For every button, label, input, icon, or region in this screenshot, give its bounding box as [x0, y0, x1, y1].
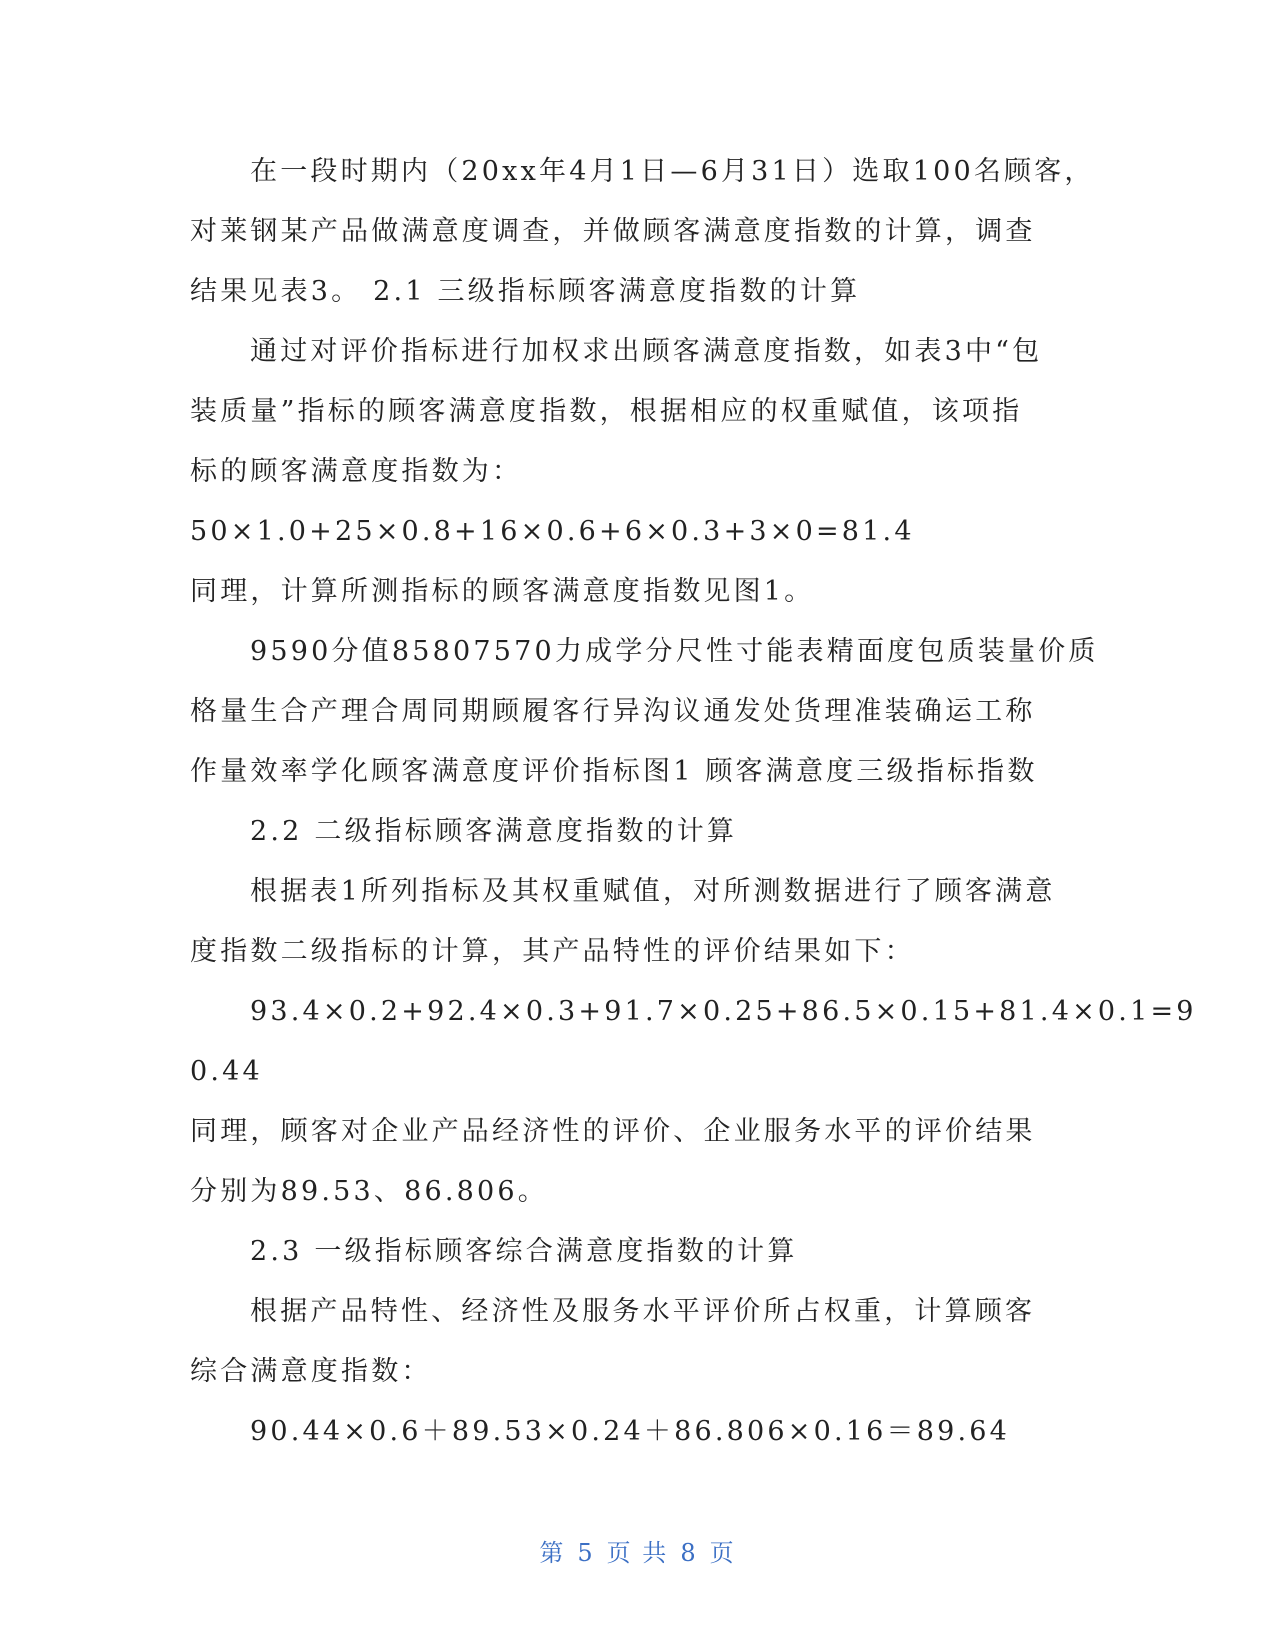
section-heading: 2.2 二级指标顾客满意度指数的计算	[250, 816, 738, 847]
paragraph-line: 结果见表3。 2.1 三级指标顾客满意度指数的计算	[190, 276, 861, 307]
paragraph-line: 格量生合产理合周同期顾履客行异沟议通发处货理准装确运工称	[190, 696, 1036, 727]
paragraph-line: 作量效率学化顾客满意度评价指标图1 顾客满意度三级指标指数	[190, 756, 1038, 787]
footer-middle: 页 共	[606, 1539, 669, 1567]
paragraph-line: 同理，计算所测指标的顾客满意度指数见图1。	[190, 576, 815, 607]
paragraph-line: 根据产品特性、经济性及服务水平评价所占权重，计算顾客	[250, 1296, 1036, 1327]
paragraph-line: 分别为89.53、86.806。	[190, 1176, 548, 1207]
paragraph-line: 装质量”指标的顾客满意度指数，根据相应的权重赋值，该项指	[190, 396, 1023, 427]
formula-line: 90.44×0.6＋89.53×0.24＋86.806×0.16＝89.64	[250, 1416, 1011, 1447]
paragraph-line: 综合满意度指数：	[190, 1356, 432, 1387]
paragraph-line: 度指数二级指标的计算，其产品特性的评价结果如下：	[190, 936, 915, 967]
paragraph-line: 对莱钢某产品做满意度调查，并做顾客满意度指数的计算，调查	[190, 216, 1036, 247]
formula-line: 0.44	[190, 1056, 263, 1087]
section-heading: 2.3 一级指标顾客综合满意度指数的计算	[250, 1236, 798, 1267]
footer-suffix: 页	[709, 1539, 736, 1567]
formula-line: 93.4×0.2+92.4×0.3+91.7×0.25+86.5×0.15+81.4×0.1=9	[250, 996, 1197, 1027]
formula-line: 50×1.0+25×0.8+16×0.6+6×0.3+3×0=81.4	[190, 516, 915, 547]
paragraph-line: 标的顾客满意度指数为：	[190, 456, 523, 487]
paragraph-line: 在一段时期内（20xx年4月1日—6月31日）选取100名顾客，	[250, 156, 1095, 187]
paragraph-line: 9590分值85807570力成学分尺性寸能表精面度包质装量价质	[250, 636, 1099, 667]
footer-prefix: 第	[539, 1539, 566, 1567]
paragraph-line: 同理，顾客对企业产品经济性的评价、企业服务水平的评价结果	[190, 1116, 1036, 1147]
page-body	[190, 142, 1197, 1462]
paragraph-line: 根据表1所列指标及其权重赋值，对所测数据进行了顾客满意	[250, 876, 1056, 907]
current-page-number: 5	[577, 1539, 595, 1567]
total-page-number: 8	[680, 1539, 698, 1567]
page-footer	[0, 1533, 1275, 1568]
paragraph-line: 通过对评价指标进行加权求出顾客满意度指数，如表3中“包	[250, 336, 1043, 367]
